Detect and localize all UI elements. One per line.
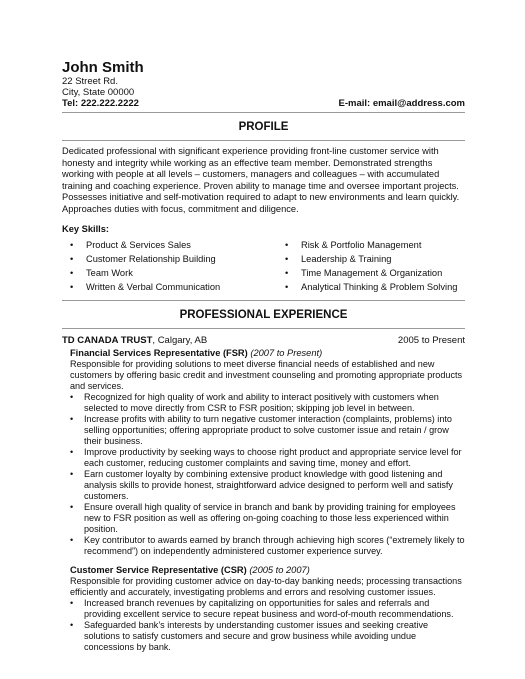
skill-item: • Team Work — [62, 266, 277, 280]
skills-column-left — [62, 238, 277, 294]
divider — [62, 328, 465, 329]
skill-item: • Analytical Thinking & Problem Solving — [277, 280, 457, 294]
achievement-list — [62, 598, 465, 653]
employer-name: TD CANADA TRUST — [62, 334, 153, 346]
resume-page — [62, 60, 465, 653]
skill-item: • Leadership & Training — [277, 252, 457, 266]
achievement-item: • Ensure overall high quality of service in branch and bank by providing training for employees new to FSR position as well as offering on-going coaching to those less experienced within position. — [84, 502, 465, 535]
achievement-list — [62, 392, 465, 557]
profile-summary: Dedicated professional with significant experience providing front-line customer service with honesty and integrity while working as an effective team member. Demonstrated strengths working with people at all levels – customers, managers and colleagues – with accumulated training and coaching experience. Proven ability to manage time and oversee important projects. Possesses initiative and self-motivation required to adapt to new environments and learn quickly. Approaches duties with focus, commitment and diligence. — [62, 146, 460, 214]
role-description: Responsible for providing customer advice on day-to-day banking needs; processing transactions efficiently and accurately, investigating problems and errors and resolving customer issues. — [70, 575, 462, 597]
achievement-item: • Recognized for high quality of work and ability to interact positively with customers when selected to move directly from CSR to FSR position; skipping job level in between. — [84, 392, 465, 414]
achievement-item: • Key contributor to awards earned by branch through achieving high scores (“extremely likely to recommend”) on independently administered customer experience survey. — [84, 535, 465, 557]
email-address: E-mail: email@address.com — [338, 98, 465, 109]
job-header — [62, 335, 465, 346]
role-name: Financial Services Representative (FSR) — [70, 347, 248, 358]
candidate-name: John Smith — [62, 59, 144, 76]
skill-item: • Risk & Portfolio Management — [277, 238, 457, 252]
employment-dates: 2005 to Present — [397, 334, 465, 346]
telephone: Tel: 222.222.2222 — [62, 98, 139, 109]
experience-heading: PROFESSIONAL EXPERIENCE — [179, 308, 348, 321]
divider — [62, 140, 465, 141]
employer-line — [62, 335, 207, 346]
profile-heading: PROFILE — [238, 121, 289, 133]
achievement-item: • Earn customer loyalty by combining extensive product knowledge with good listening and analysis skills to provide honest, straightforward advice designed to perform well and satisfy customers. — [84, 469, 465, 502]
skill-item: • Written & Verbal Communication — [62, 280, 277, 294]
street-address: 22 Street Rd. — [62, 76, 118, 87]
role-title — [70, 565, 465, 576]
role-description: Responsible for providing solutions to meet diverse financial needs of established and new customers by offering basic credit and investment counseling and promoting appropriate products and services. — [70, 358, 463, 391]
achievement-item: • Increase profits with ability to turn negative customer interaction (complaints, problems) into selling opportunities; offering appropriate product to solve customer issue and retain / grow their business. — [84, 414, 465, 447]
skills-column-right — [277, 238, 457, 294]
city-state: City, State 00000 — [62, 87, 135, 98]
skill-item: • Product & Services Sales — [62, 238, 277, 252]
skill-item: • Customer Relationship Building — [62, 252, 277, 266]
contact-row — [62, 98, 465, 109]
skill-item: • Time Management & Organization — [277, 266, 457, 280]
key-skills-label: Key Skills: — [62, 223, 110, 234]
employer-location: , Calgary, AB — [152, 334, 208, 346]
role-period: (2005 to 2007) — [249, 564, 310, 575]
divider — [62, 300, 465, 301]
role-name: Customer Service Representative (CSR) — [70, 564, 247, 575]
achievement-item: • Increased branch revenues by capitalizing on opportunities for sales and referrals and providing excellent service to secure repeat business and word-of-mouth recommendations. — [84, 598, 465, 620]
key-skills-list — [62, 238, 465, 294]
role-title — [70, 348, 465, 359]
role-period: (2007 to Present) — [250, 347, 323, 358]
achievement-item: • Safeguarded bank’s interests by understanding customer issues and seeking creative solutions to satisfy customers and secure and grow business while avoiding undue concessions by bank. — [84, 620, 465, 653]
divider — [62, 112, 465, 113]
achievement-item: • Improve productivity by seeking ways to choose right product and appropriate service level for each customer, reducing customer complaints and saving time, money and effort. — [84, 447, 465, 469]
